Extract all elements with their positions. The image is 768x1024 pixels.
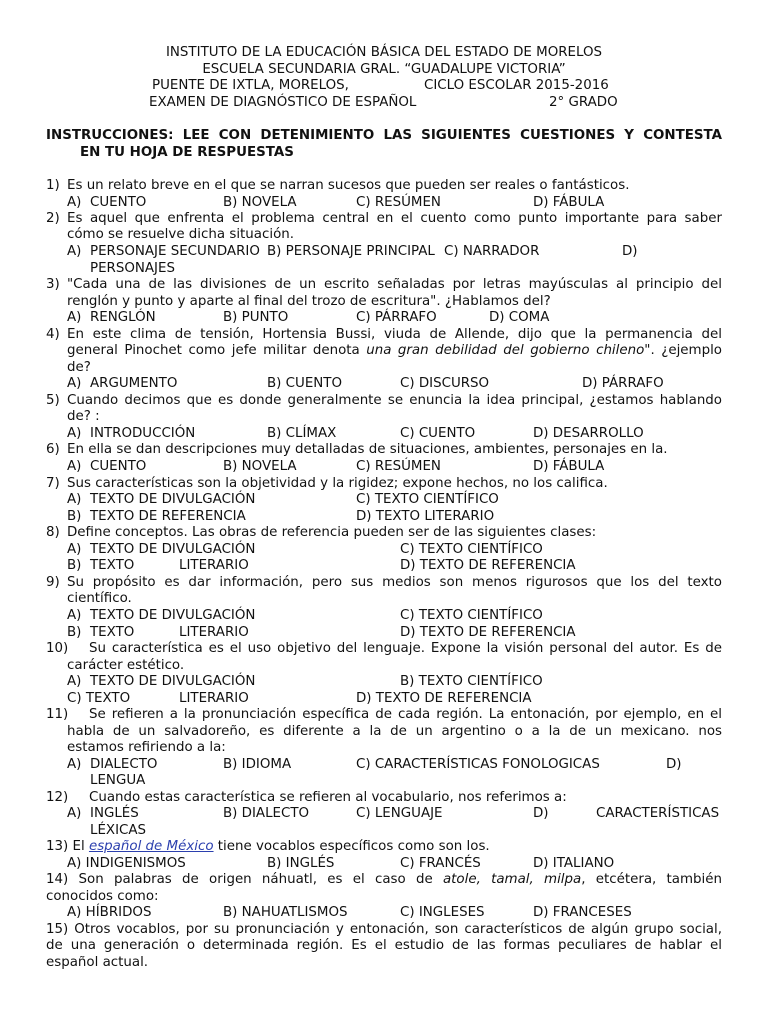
option-c: C) TEXTO (67, 691, 131, 706)
option-a-label: A) (67, 542, 82, 557)
question-text: renglón y punto y aparte al final del trozo de escritura". ¿Hablamos del? (67, 294, 551, 309)
option-a: TEXTO DE DIVULGACIÓN (90, 674, 256, 689)
option-c: C) LENGUAJE (356, 806, 443, 821)
question-examples: atole, tamal, milpa (442, 872, 582, 887)
option-a-label: A) (67, 376, 82, 391)
question-quote: una gran debilidad del gobierno chileno (366, 343, 645, 358)
question-text: Define conceptos. Las obras de referencia pueden ser de las siguientes clases: (67, 525, 597, 540)
option-b-label: B) (67, 509, 82, 524)
question-text: "Cada una de las divisiones de un escrito señaladas por letras mayúsculas al principio del (67, 277, 722, 292)
question-text: científico. (67, 591, 132, 606)
option-a: INTRODUCCIÓN (90, 426, 196, 441)
option-d: D) TEXTO DE REFERENCIA (400, 558, 576, 573)
question-text: Su característica es el uso objetivo del lenguaje. Expone la visión personal del autor. Es de (89, 641, 722, 656)
question-text-part: 13) El (46, 839, 89, 854)
option-b: B) DIALECTO (223, 806, 310, 821)
option-d: D) PÁRRAFO (582, 376, 664, 391)
question-text: 15) Otros vocablos, por su pronunciación y entonación, son característicos de algún grupo social, (46, 922, 722, 937)
option-a: RENGLÓN (90, 310, 156, 325)
option-d: D) ITALIANO (533, 856, 615, 871)
option-a-label: A) (67, 674, 82, 689)
question-text: cómo se resuelve dicha situación. (67, 227, 294, 242)
question-number: 9) (46, 575, 60, 590)
option-a-label: A) (67, 310, 82, 325)
option-d: D) DESARROLLO (533, 426, 644, 441)
question-number: 6) (46, 442, 60, 457)
option-a: A) HÍBRIDOS (67, 905, 152, 920)
institute-name: INSTITUTO DE LA EDUCACIÓN BÁSICA DEL ESTADO DE MORELOS (165, 45, 603, 60)
question-number: 11) (46, 707, 69, 722)
option-b: B) TEXTO CIENTÍFICO (400, 674, 543, 689)
question-text: Cuando estas característica se refieren al vocabulario, nos referimos a: (89, 790, 567, 805)
option-d: D) TEXTO DE REFERENCIA (356, 691, 532, 706)
question-text: habla de un salvadoreño, es diferente a la de un argentino o a la de un mexicano. nos (67, 724, 722, 739)
question-text: Su propósito es dar información, pero sus medios son menos rigurosos que los del texto (67, 575, 722, 590)
option-a: TEXTO DE DIVULGACIÓN (90, 542, 256, 557)
question-number: 7) (46, 476, 60, 491)
question-text: Es un relato breve en el que se narran sucesos que pueden ser reales o fantásticos. (67, 178, 630, 193)
instructions-line-2: EN TU HOJA DE RESPUESTAS (80, 145, 294, 160)
option-a: TEXTO DE DIVULGACIÓN (90, 492, 256, 507)
question-text-part: ". ¿ejemplo (644, 343, 722, 358)
option-a: A) INDIGENISMOS (67, 856, 186, 871)
question-text-part: , etcétera, también (581, 872, 722, 887)
option-b: TEXTO (90, 625, 135, 640)
option-c-continued: LITERARIO (179, 691, 249, 706)
option-a-label: A) (67, 492, 82, 507)
option-a: TEXTO DE DIVULGACIÓN (90, 608, 256, 623)
question-text (46, 872, 722, 889)
option-b-label: B) (67, 625, 82, 640)
instructions-line-1: INSTRUCCIONES: LEE CON DETENIMIENTO LAS SIGUIENTES CUESTIONES Y CONTESTA (46, 128, 722, 143)
question-text: En ella se dan descripciones muy detalladas de situaciones, ambientes, personajes en la. (67, 442, 668, 457)
option-a: ARGUMENTO (90, 376, 178, 391)
option-c: C) TEXTO CIENTÍFICO (400, 542, 543, 557)
question-text: conocidos como: (46, 889, 159, 904)
option-a-label: A) (67, 426, 82, 441)
option-a: CUENTO (90, 459, 147, 474)
question-number: 8) (46, 525, 60, 540)
question-text: Es aquel que enfrenta el problema central en el cuento como punto importante para saber (67, 211, 722, 226)
school-location: PUENTE DE IXTLA, MORELOS, (152, 78, 349, 93)
school-name: ESCUELA SECUNDARIA GRAL. “GUADALUPE VICTORIA” (202, 62, 566, 77)
question-text (67, 343, 722, 360)
question-text-part: 14) Son palabras de origen náhuatl, es el caso de (46, 872, 443, 887)
option-c: C) CUENTO (400, 426, 476, 441)
option-b: TEXTO DE REFERENCIA (90, 509, 246, 524)
question-text: estamos refiriendo a la: (67, 740, 226, 755)
option-a-label: A) (67, 195, 82, 210)
question-number: 12) (46, 790, 69, 805)
school-year: CICLO ESCOLAR 2015-2016 (424, 78, 609, 93)
option-d: D) (666, 757, 682, 772)
option-b: B) PERSONAJE PRINCIPAL (267, 244, 435, 259)
option-c: C) CARACTERÍSTICAS FONOLOGICAS (356, 757, 600, 772)
option-b: B) PUNTO (223, 310, 289, 325)
option-b: B) IDIOMA (223, 757, 292, 772)
option-continued: LÉXICAS (90, 823, 147, 838)
option-c: C) NARRADOR (444, 244, 540, 259)
option-b-label: B) (67, 558, 82, 573)
option-d: D) COMA (489, 310, 550, 325)
option-a: PERSONAJE SECUNDARIO (90, 244, 260, 259)
question-text (46, 839, 490, 856)
question-number: 10) (46, 641, 69, 656)
option-b-continued: LITERARIO (179, 558, 249, 573)
question-text: Cuando decimos que es donde generalmente se enuncia la idea principal, ¿estamos hablando (67, 393, 722, 408)
question-text: de? : (67, 409, 100, 424)
option-a-label: A) (67, 608, 82, 623)
exam-grade: 2° GRADO (549, 95, 618, 110)
option-b: B) INGLÉS (267, 856, 335, 871)
option-c: C) RESÚMEN (356, 195, 441, 210)
option-a: INGLÉS (90, 806, 139, 821)
question-number: 1) (46, 178, 60, 193)
question-text: de? (67, 360, 91, 375)
option-c: C) RESÚMEN (356, 459, 441, 474)
option-b: B) NOVELA (223, 195, 297, 210)
option-a: DIALECTO (90, 757, 158, 772)
question-text: carácter estético. (67, 658, 185, 673)
option-c: C) TEXTO CIENTÍFICO (356, 492, 499, 507)
option-d-text: CARACTERÍSTICAS (596, 806, 720, 821)
question-text-part: tiene vocablos específicos como son los. (213, 839, 490, 854)
option-d: D) TEXTO LITERARIO (356, 509, 495, 524)
option-b-continued: LITERARIO (179, 625, 249, 640)
option-d: D) (533, 806, 549, 821)
option-a-label: A) (67, 459, 82, 474)
option-d: D) FRANCESES (533, 905, 632, 920)
question-text: Sus características son la objetividad y la rigidez; expone hechos, no los califica. (67, 476, 608, 491)
option-c: C) TEXTO CIENTÍFICO (400, 608, 543, 623)
question-text: de una generación o determinada región. Es el estudio de las formas peculiares de hablar el (46, 938, 722, 953)
question-text: Se refieren a la pronunciación específica de cada región. La entonación, por ejemplo, en el (89, 707, 722, 722)
option-a-label: A) (67, 757, 82, 772)
option-d: D) FÁBULA (533, 459, 605, 474)
option-c: C) INGLESES (400, 905, 485, 920)
question-number: 5) (46, 393, 60, 408)
option-b: B) NOVELA (223, 459, 297, 474)
option-b: B) NAHUATLISMOS (223, 905, 348, 920)
option-b: B) CUENTO (267, 376, 343, 391)
option-b: B) CLÍMAX (267, 426, 337, 441)
option-c: C) DISCURSO (400, 376, 490, 391)
question-text: En este clima de tensión, Hortensia Bussi, viuda de Allende, dijo que la permanencia del (67, 327, 722, 342)
option-d: D) FÁBULA (533, 195, 605, 210)
option-a-label: A) (67, 806, 82, 821)
option-d-continued: PERSONAJES (90, 261, 175, 276)
option-c: C) PÁRRAFO (356, 310, 437, 325)
option-d: D) (622, 244, 638, 259)
question-number: 2) (46, 211, 60, 226)
question-number: 4) (46, 327, 60, 342)
espanol-de-mexico-link[interactable]: español de México (88, 839, 214, 854)
option-d: D) TEXTO DE REFERENCIA (400, 625, 576, 640)
option-c: C) FRANCÉS (400, 856, 481, 871)
question-number: 3) (46, 277, 60, 292)
option-continued: LENGUA (90, 773, 146, 788)
question-text-part: general Pinochet como jefe militar denota (67, 343, 367, 358)
exam-title: EXAMEN DE DIAGNÓSTICO DE ESPAÑOL (149, 95, 417, 110)
option-a-label: A) (67, 244, 82, 259)
option-a: CUENTO (90, 195, 147, 210)
option-b: TEXTO (90, 558, 135, 573)
question-text: español actual. (46, 955, 149, 970)
